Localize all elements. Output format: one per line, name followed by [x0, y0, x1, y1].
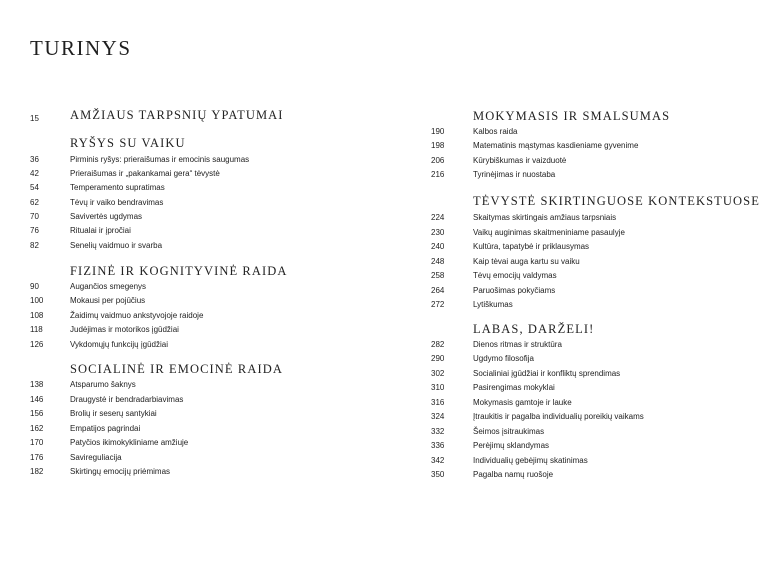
- page-number: 138: [30, 380, 44, 389]
- entry-label: Tėvų emocijų valdymas: [473, 271, 557, 280]
- entry-label: Judėjimas ir motorikos įgūdžiai: [70, 325, 179, 334]
- entry-label: Kaip tėvai auga kartu su vaiku: [473, 257, 580, 266]
- entry-label: Patyčios ikimokykliniame amžiuje: [70, 438, 189, 447]
- entry-label: Žaidimų vaidmuo ankstyvojoje raidoje: [70, 311, 204, 320]
- entry-label: Perėjimų sklandymas: [473, 441, 550, 450]
- section-title: SOCIALINĖ IR EMOCINĖ RAIDA: [70, 362, 283, 376]
- entry-label: Lytiškumas: [473, 300, 513, 309]
- entry-label: Ritualai ir įpročiai: [70, 226, 131, 235]
- entry-label: Paruošimas pokyčiams: [473, 286, 556, 295]
- entry-label: Pirminis ryšys: prieraišumas ir emocinis saugumas: [70, 155, 250, 164]
- page-number: 350: [431, 470, 445, 479]
- page-number: 54: [30, 183, 39, 192]
- page-number: 15: [30, 114, 39, 123]
- entry-label: Šeimos įsitraukimas: [473, 427, 545, 436]
- page-number: 100: [30, 296, 44, 305]
- page-number: 146: [30, 395, 44, 404]
- page-number: 290: [431, 354, 445, 363]
- page-number: 62: [30, 198, 39, 207]
- entry-label: Dienos ritmas ir struktūra: [473, 340, 562, 349]
- page-number: 230: [431, 228, 445, 237]
- page-number: 82: [30, 241, 39, 250]
- entry-label: Augančios smegenys: [70, 282, 147, 291]
- page-number: 258: [431, 271, 445, 280]
- entry-label: Kūrybiškumas ir vaizduotė: [473, 156, 567, 165]
- page-number: 108: [30, 311, 44, 320]
- entry-label: Senelių vaidmuo ir svarba: [70, 241, 163, 250]
- entry-label: Temperamento supratimas: [70, 183, 165, 192]
- page-number: 224: [431, 213, 445, 222]
- page-number: 282: [431, 340, 445, 349]
- page-number: 272: [431, 300, 445, 309]
- entry-label: Savivertės ugdymas: [70, 212, 143, 221]
- entry-label: Socialiniai įgūdžiai ir konfliktų sprendimas: [473, 369, 621, 378]
- entry-label: Vaikų auginimas skaitmeniniame pasaulyje: [473, 228, 625, 237]
- entry-label: Individualių gebėjimų skatinimas: [473, 456, 588, 465]
- entry-label: Draugystė ir bendradarbiavimas: [70, 395, 184, 404]
- entry-label: Mokausi per pojūčius: [70, 296, 146, 305]
- page-number: 42: [30, 169, 39, 178]
- section-title: FIZINĖ IR KOGNITYVINĖ RAIDA: [70, 264, 288, 278]
- section-title: MOKYMASIS IR SMALSUMAS: [473, 109, 671, 123]
- page-number: 216: [431, 170, 445, 179]
- page-number: 156: [30, 409, 44, 418]
- entry-label: Tėvų ir vaiko bendravimas: [70, 198, 164, 207]
- section-title: LABAS, DARŽELI!: [473, 322, 595, 336]
- entry-label: Ugdymo filosofija: [473, 354, 534, 363]
- page-number: 182: [30, 467, 44, 476]
- entry-label: Empatijos pagrindai: [70, 424, 141, 433]
- entry-label: Įtraukitis ir pagalba individualių poreikių vaikams: [473, 412, 644, 421]
- page-number: 342: [431, 456, 445, 465]
- page-number: 316: [431, 398, 445, 407]
- entry-label: Skirtingų emocijų priėmimas: [70, 467, 171, 476]
- page-number: 190: [431, 127, 445, 136]
- page-number: 264: [431, 286, 445, 295]
- page-number: 76: [30, 226, 39, 235]
- section-title: TĖVYSTĖ SKIRTINGUOSE KONTEKSTUOSE: [473, 194, 760, 208]
- page-number: 248: [431, 257, 445, 266]
- page-number: 198: [431, 141, 445, 150]
- entry-label: Brolių ir seserų santykiai: [70, 409, 157, 418]
- page-number: 36: [30, 155, 39, 164]
- entry-label: Prieraišumas ir „pakankamai gera“ tėvystė: [70, 169, 220, 178]
- entry-label: Mokymasis gamtoje ir lauke: [473, 398, 572, 407]
- entry-label: Tyrinėjimas ir nuostaba: [473, 170, 556, 179]
- page-number: 176: [30, 453, 44, 462]
- entry-label: Savireguliacija: [70, 453, 122, 462]
- page-number: 302: [431, 369, 445, 378]
- entry-label: Pagalba namų ruošoje: [473, 470, 554, 479]
- page-number: 324: [431, 412, 445, 421]
- page-number: 206: [431, 156, 445, 165]
- entry-label: Kultūra, tapatybė ir priklausymas: [473, 242, 590, 251]
- entry-label: Kalbos raida: [473, 127, 518, 136]
- page-number: 90: [30, 282, 39, 291]
- page-number: 240: [431, 242, 445, 251]
- page-number: 70: [30, 212, 39, 221]
- page-number: 332: [431, 427, 445, 436]
- page-number: 170: [30, 438, 44, 447]
- section-title: AMŽIAUS TARPSNIŲ YPATUMAI: [70, 108, 284, 122]
- page-number: 118: [30, 325, 43, 334]
- page-number: 126: [30, 340, 44, 349]
- page-title: TURINYS: [30, 36, 132, 60]
- page-number: 336: [431, 441, 445, 450]
- page-number: 162: [30, 424, 44, 433]
- section-title: RYŠYS SU VAIKU: [70, 136, 186, 150]
- entry-label: Atsparumo šaknys: [70, 380, 136, 389]
- entry-label: Vykdomųjų funkcijų įgūdžiai: [70, 340, 168, 349]
- entry-label: Matematinis mąstymas kasdieniame gyvenime: [473, 141, 639, 150]
- entry-label: Pasirengimas mokyklai: [473, 383, 555, 392]
- page-number: 310: [431, 383, 445, 392]
- entry-label: Skaitymas skirtingais amžiaus tarpsniais: [473, 213, 617, 222]
